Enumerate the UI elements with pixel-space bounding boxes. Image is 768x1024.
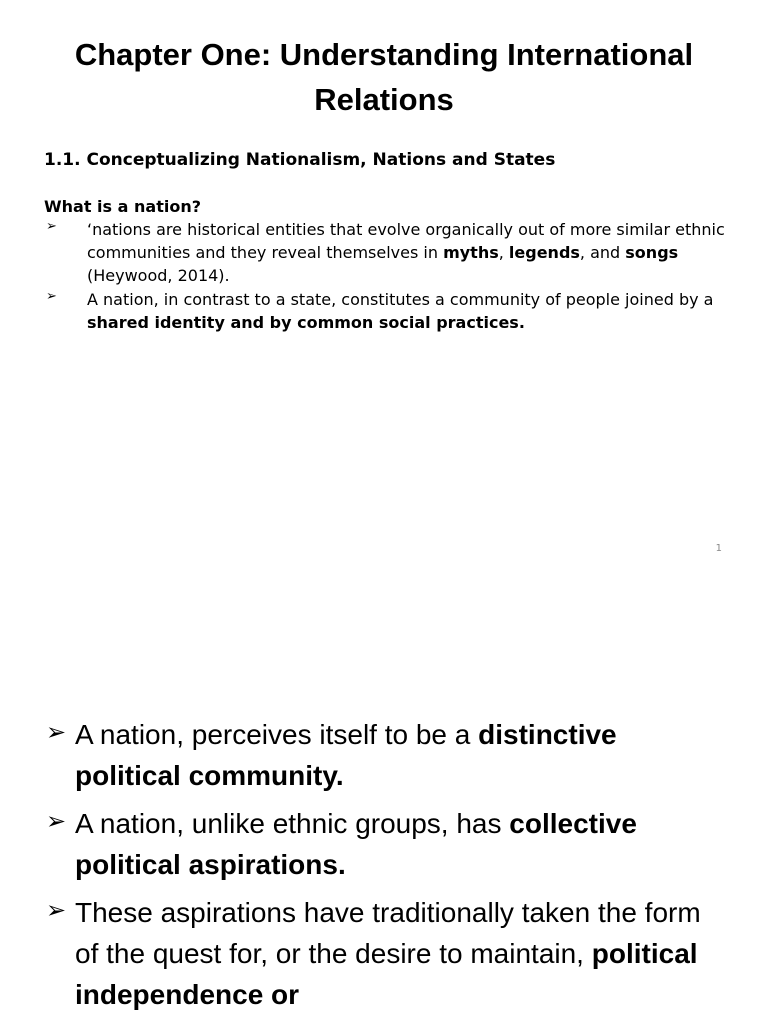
bullet-text: (Heywood, 2014). [87, 266, 230, 285]
bullet-item [46, 803, 726, 885]
arrowhead-bullet-icon: ➢ [46, 808, 67, 835]
arrowhead-bullet-icon: ➢ [46, 897, 67, 924]
page-number: 1 [715, 543, 722, 554]
bullet-emphasis: myths [443, 243, 499, 262]
slide-2 [0, 690, 768, 1024]
chapter-title: Chapter One: Understanding International Relations [74, 37, 694, 117]
arrowhead-bullet-icon: ➢ [46, 219, 57, 234]
bullet-emphasis: legends [508, 243, 580, 262]
nation-characteristics-list [46, 714, 726, 1022]
bullet-text: A nation, unlike ethnic groups, has [75, 808, 510, 839]
bullet-text: A nation, perceives itself to be a [75, 719, 479, 750]
bullet-text: , and [579, 243, 626, 262]
bullet-text: These aspirations have traditionally taken the form of the quest for, or the desire to maintain, [75, 897, 701, 969]
bullet-emphasis: political independence or [75, 938, 698, 1010]
bullet-text: A nation, in contrast to a state, constitutes a community of people joined by a [87, 290, 714, 309]
bullet-emphasis: songs [625, 243, 679, 262]
bullet-item [46, 892, 726, 1015]
bullet-emphasis: distinctive political community. [75, 719, 617, 791]
bullet-item [44, 288, 734, 334]
bullet-emphasis: collective political aspirations. [75, 808, 637, 880]
bullet-item [46, 714, 726, 796]
arrowhead-bullet-icon: ➢ [46, 289, 57, 304]
bullet-item [44, 218, 734, 287]
bullet-text: , [498, 243, 509, 262]
bullet-text: ‘nations are historical entities that evolve organically out of more similar ethnic communities and they reveal themselves in [87, 220, 725, 262]
arrowhead-bullet-icon: ➢ [46, 719, 67, 746]
definition-bullet-list [44, 218, 734, 335]
bullet-emphasis: shared identity and by common social practices. [87, 313, 525, 332]
question-heading: What is a nation? [44, 197, 201, 216]
section-heading: 1.1. Conceptualizing Nationalism, Nations and States [44, 150, 556, 170]
